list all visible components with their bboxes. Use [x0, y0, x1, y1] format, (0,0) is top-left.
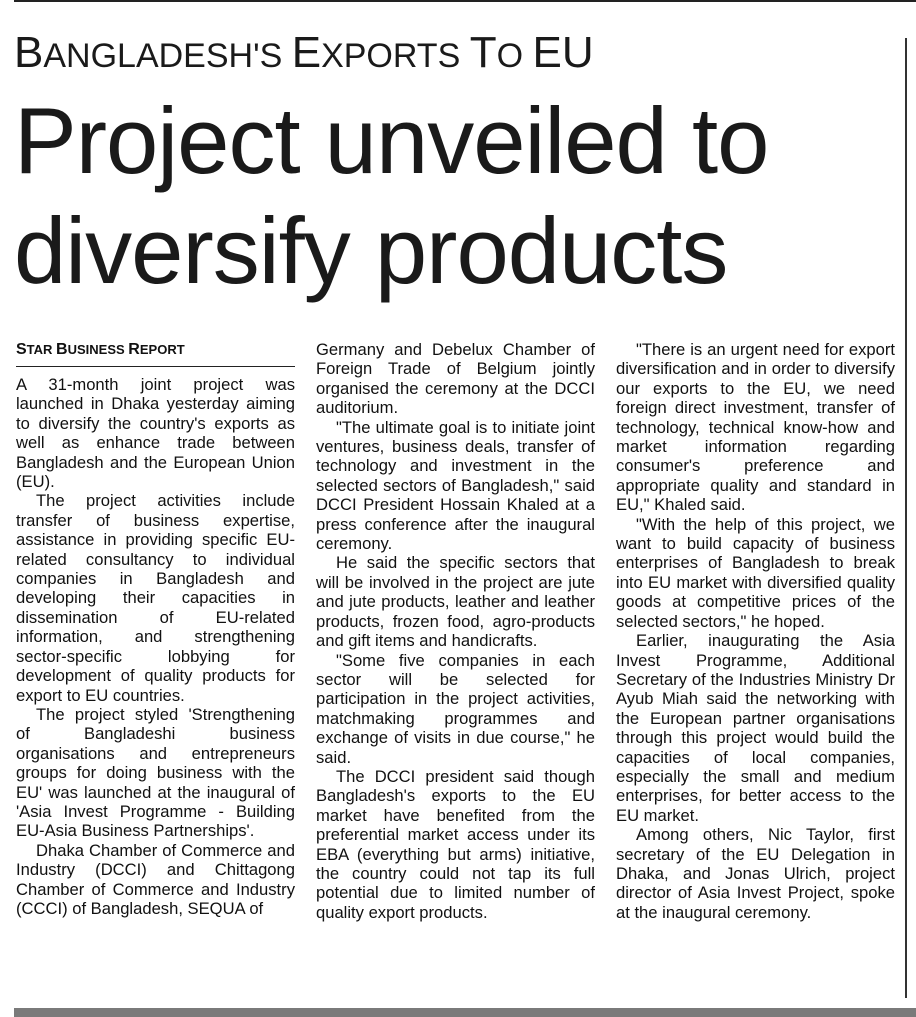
headline-line-1: Project unveiled to [14, 88, 769, 193]
article-paragraph: "The ultimate goal is to initiate joint ventures, business deals, transfer of technology and investment in the selected sectors of Bangladesh," said DCCI President Hossain Khaled at a press conference after the inaugural ceremony. [316, 417, 595, 554]
article-paragraph: "With the help of this project, we want to build capacity of business enterprises of Bangladesh to break into EU market with diversified quality goods at competitive prices of the selected sectors," he hoped. [616, 514, 895, 631]
article-paragraph: "Some five companies in each sector will be selected for participation in the project activities, matchmaking programmes and exchange of visits in due course," he said. [316, 650, 595, 767]
smallcaps-segment: S [16, 341, 27, 358]
smallcaps-segment: B [14, 28, 44, 77]
article-paragraph: Dhaka Chamber of Commerce and Industry (DCCI) and Chittagong Chamber of Commerce and Industry (CCCI) of Bangladesh, SEQUA of [16, 840, 295, 918]
main-headline [14, 86, 904, 306]
smallcaps-segment: T [469, 28, 497, 77]
smallcaps-segment: ANGLADESH'S [43, 37, 292, 75]
article-column-3 [616, 340, 895, 922]
kicker-text [14, 28, 594, 77]
headline-line-2: diversify products [14, 198, 728, 303]
bottom-bar [14, 1008, 916, 1017]
article-paragraph: A 31-month joint project was launched in Dhaka yesterday aiming to diversify the country's exports as well as enhance trade between Bangladesh and the European Union (EU). [16, 375, 295, 492]
article-paragraph: Among others, Nic Taylor, first secretary of the EU Delegation in Dhaka, and Jonas Ulrich, project director of Asia Invest Project, spoke at the inaugural ceremony. [616, 825, 895, 922]
smallcaps-segment: TAR [26, 342, 57, 357]
smallcaps-segment: B [56, 341, 68, 358]
article-paragraph: The project styled 'Strengthening of Bangladeshi business organisations and entrepreneurs groups for doing business with the EU' was launched at the inaugural of 'Asia Invest Programme - Building EU-Asia Business Partnerships'. [16, 704, 295, 841]
smallcaps-segment: O [496, 37, 533, 75]
byline-text [16, 341, 185, 358]
column-1-body [16, 375, 295, 918]
article-column-1 [16, 340, 295, 918]
smallcaps-segment: USINESS [67, 342, 129, 357]
top-rule [14, 0, 916, 2]
kicker-headline [14, 28, 894, 81]
smallcaps-segment: EU [532, 28, 594, 77]
article-column-2 [316, 340, 595, 922]
article-paragraph: The DCCI president said though Bangladesh's exports to the EU market have benefited from the preferential market access under its EBA (everything but arms) initiative, the country could not tap its full potential due to limited number of quality export products. [316, 766, 595, 922]
article-paragraph: The project activities include transfer of business expertise, assistance in providing specific EU-related consultancy to individual companies in Bangladesh and developing their capacities in dissemination of EU-related information, and strengthening sector-specific lobbying for development of quality products for export to EU countries. [16, 491, 295, 705]
smallcaps-segment: E [291, 28, 322, 77]
article-paragraph: Germany and Debelux Chamber of Foreign Trade of Belgium jointly organised the ceremony at the DCCI auditorium. [316, 340, 595, 418]
smallcaps-segment: EPORT [139, 342, 185, 357]
column-2-body [316, 340, 595, 922]
smallcaps-segment: XPORTS [321, 37, 470, 75]
column-3-body [616, 340, 895, 922]
article-paragraph: "There is an urgent need for export diversification and in order to diversify our exports to the EU, we need foreign direct investment, transfer of technology, technical know-how and market information regarding consumer's preference and appropriate quality and standard in EU," Khaled said. [616, 340, 895, 515]
article-paragraph: He said the specific sectors that will be involved in the project are jute and jute products, leather and leather products, frozen food, agro-products and gift items and handicrafts. [316, 553, 595, 651]
byline [16, 340, 295, 367]
right-column-rule [905, 38, 907, 998]
article-paragraph: Earlier, inaugurating the Asia Invest Programme, Additional Secretary of the Industries Ministry Dr Ayub Miah said the networking with the European partner organisations through this project would build the capacities of local companies, especially the small and medium enterprises, for better access to the EU market. [616, 631, 895, 825]
smallcaps-segment: R [128, 341, 140, 358]
